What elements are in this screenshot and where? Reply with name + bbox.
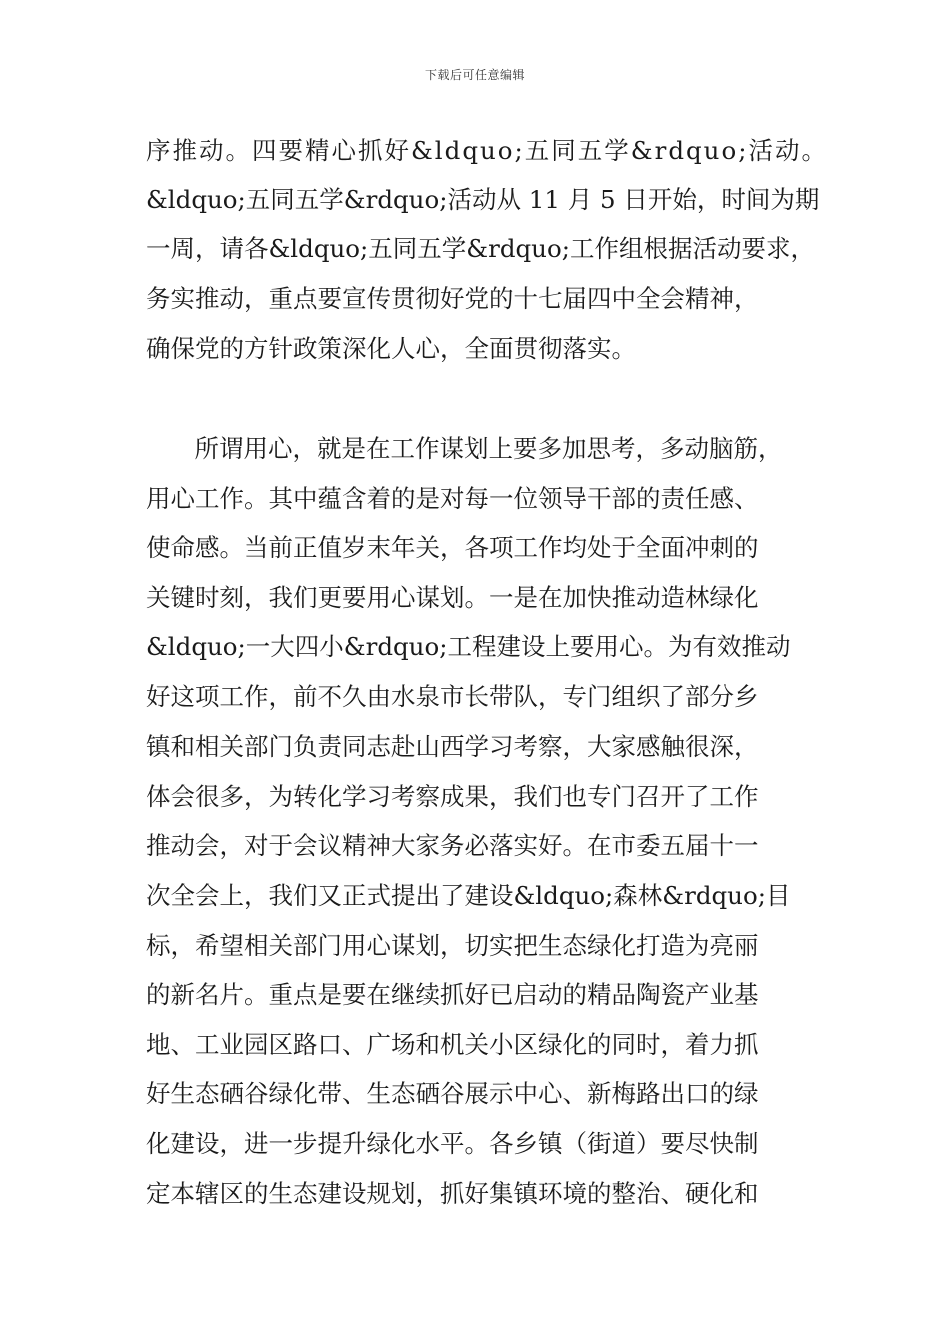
text-line: 务实推动，重点要宣传贯彻好党的十七届四中全会精神， (146, 284, 759, 313)
text-line: 序推动。四要精心抓好&ldquo;五同五学&rdquo;活动。 (146, 136, 828, 165)
text-line: 所谓用心，就是在工作谋划上要多加思考，多动脑筋， (170, 434, 783, 463)
text-line: 确保党的方针政策深化人心，全面贯彻落实。 (146, 334, 636, 363)
text-line: 好生态硒谷绿化带、生态硒谷展示中心、新梅路出口的绿 (146, 1079, 759, 1108)
text-line: 化建设，进一步提升绿化水平。各乡镇（街道）要尽快制 (146, 1129, 759, 1158)
text-line: 体会很多，为转化学习考察成果，我们也专门召开了工作 (146, 782, 759, 811)
text-line: 推动会，对于会议精神大家务必落实好。在市委五届十一 (146, 831, 759, 860)
text-line: 的新名片。重点是要在继续抓好已启动的精品陶瓷产业基 (146, 980, 759, 1009)
text-line: 地、工业园区路口、广场和机关小区绿化的同时，着力抓 (146, 1030, 759, 1059)
text-line: 用心工作。其中蕴含着的是对每一位领导干部的责任感、 (146, 484, 759, 513)
text-line: 关键时刻，我们更要用心谋划。一是在加快推动造林绿化 (146, 583, 759, 612)
text-line: &ldquo;五同五学&rdquo;活动从 11 月 5 日开始，时间为期 (146, 185, 820, 214)
text-line: &ldquo;一大四小&rdquo;工程建设上要用心。为有效推动 (146, 632, 791, 661)
text-line: 次全会上，我们又正式提出了建设&ldquo;森林&rdquo;目 (146, 881, 791, 910)
text-line: 标，希望相关部门用心谋划，切实把生态绿化打造为亮丽 (146, 931, 759, 960)
text-line: 镇和相关部门负责同志赴山西学习考察，大家感触很深， (146, 732, 759, 761)
text-line: 好这项工作，前不久由水泉市长带队，专门组织了部分乡 (146, 682, 759, 711)
text-line: 一周，请各&ldquo;五同五学&rdquo;工作组根据活动要求， (146, 234, 815, 263)
text-line: 定本辖区的生态建设规划，抓好集镇环境的整治、硬化和 (146, 1179, 759, 1208)
page-header: 下载后可任意编辑 (424, 68, 525, 82)
text-line: 使命感。当前正值岁末年关，各项工作均处于全面冲刺的 (146, 533, 759, 562)
